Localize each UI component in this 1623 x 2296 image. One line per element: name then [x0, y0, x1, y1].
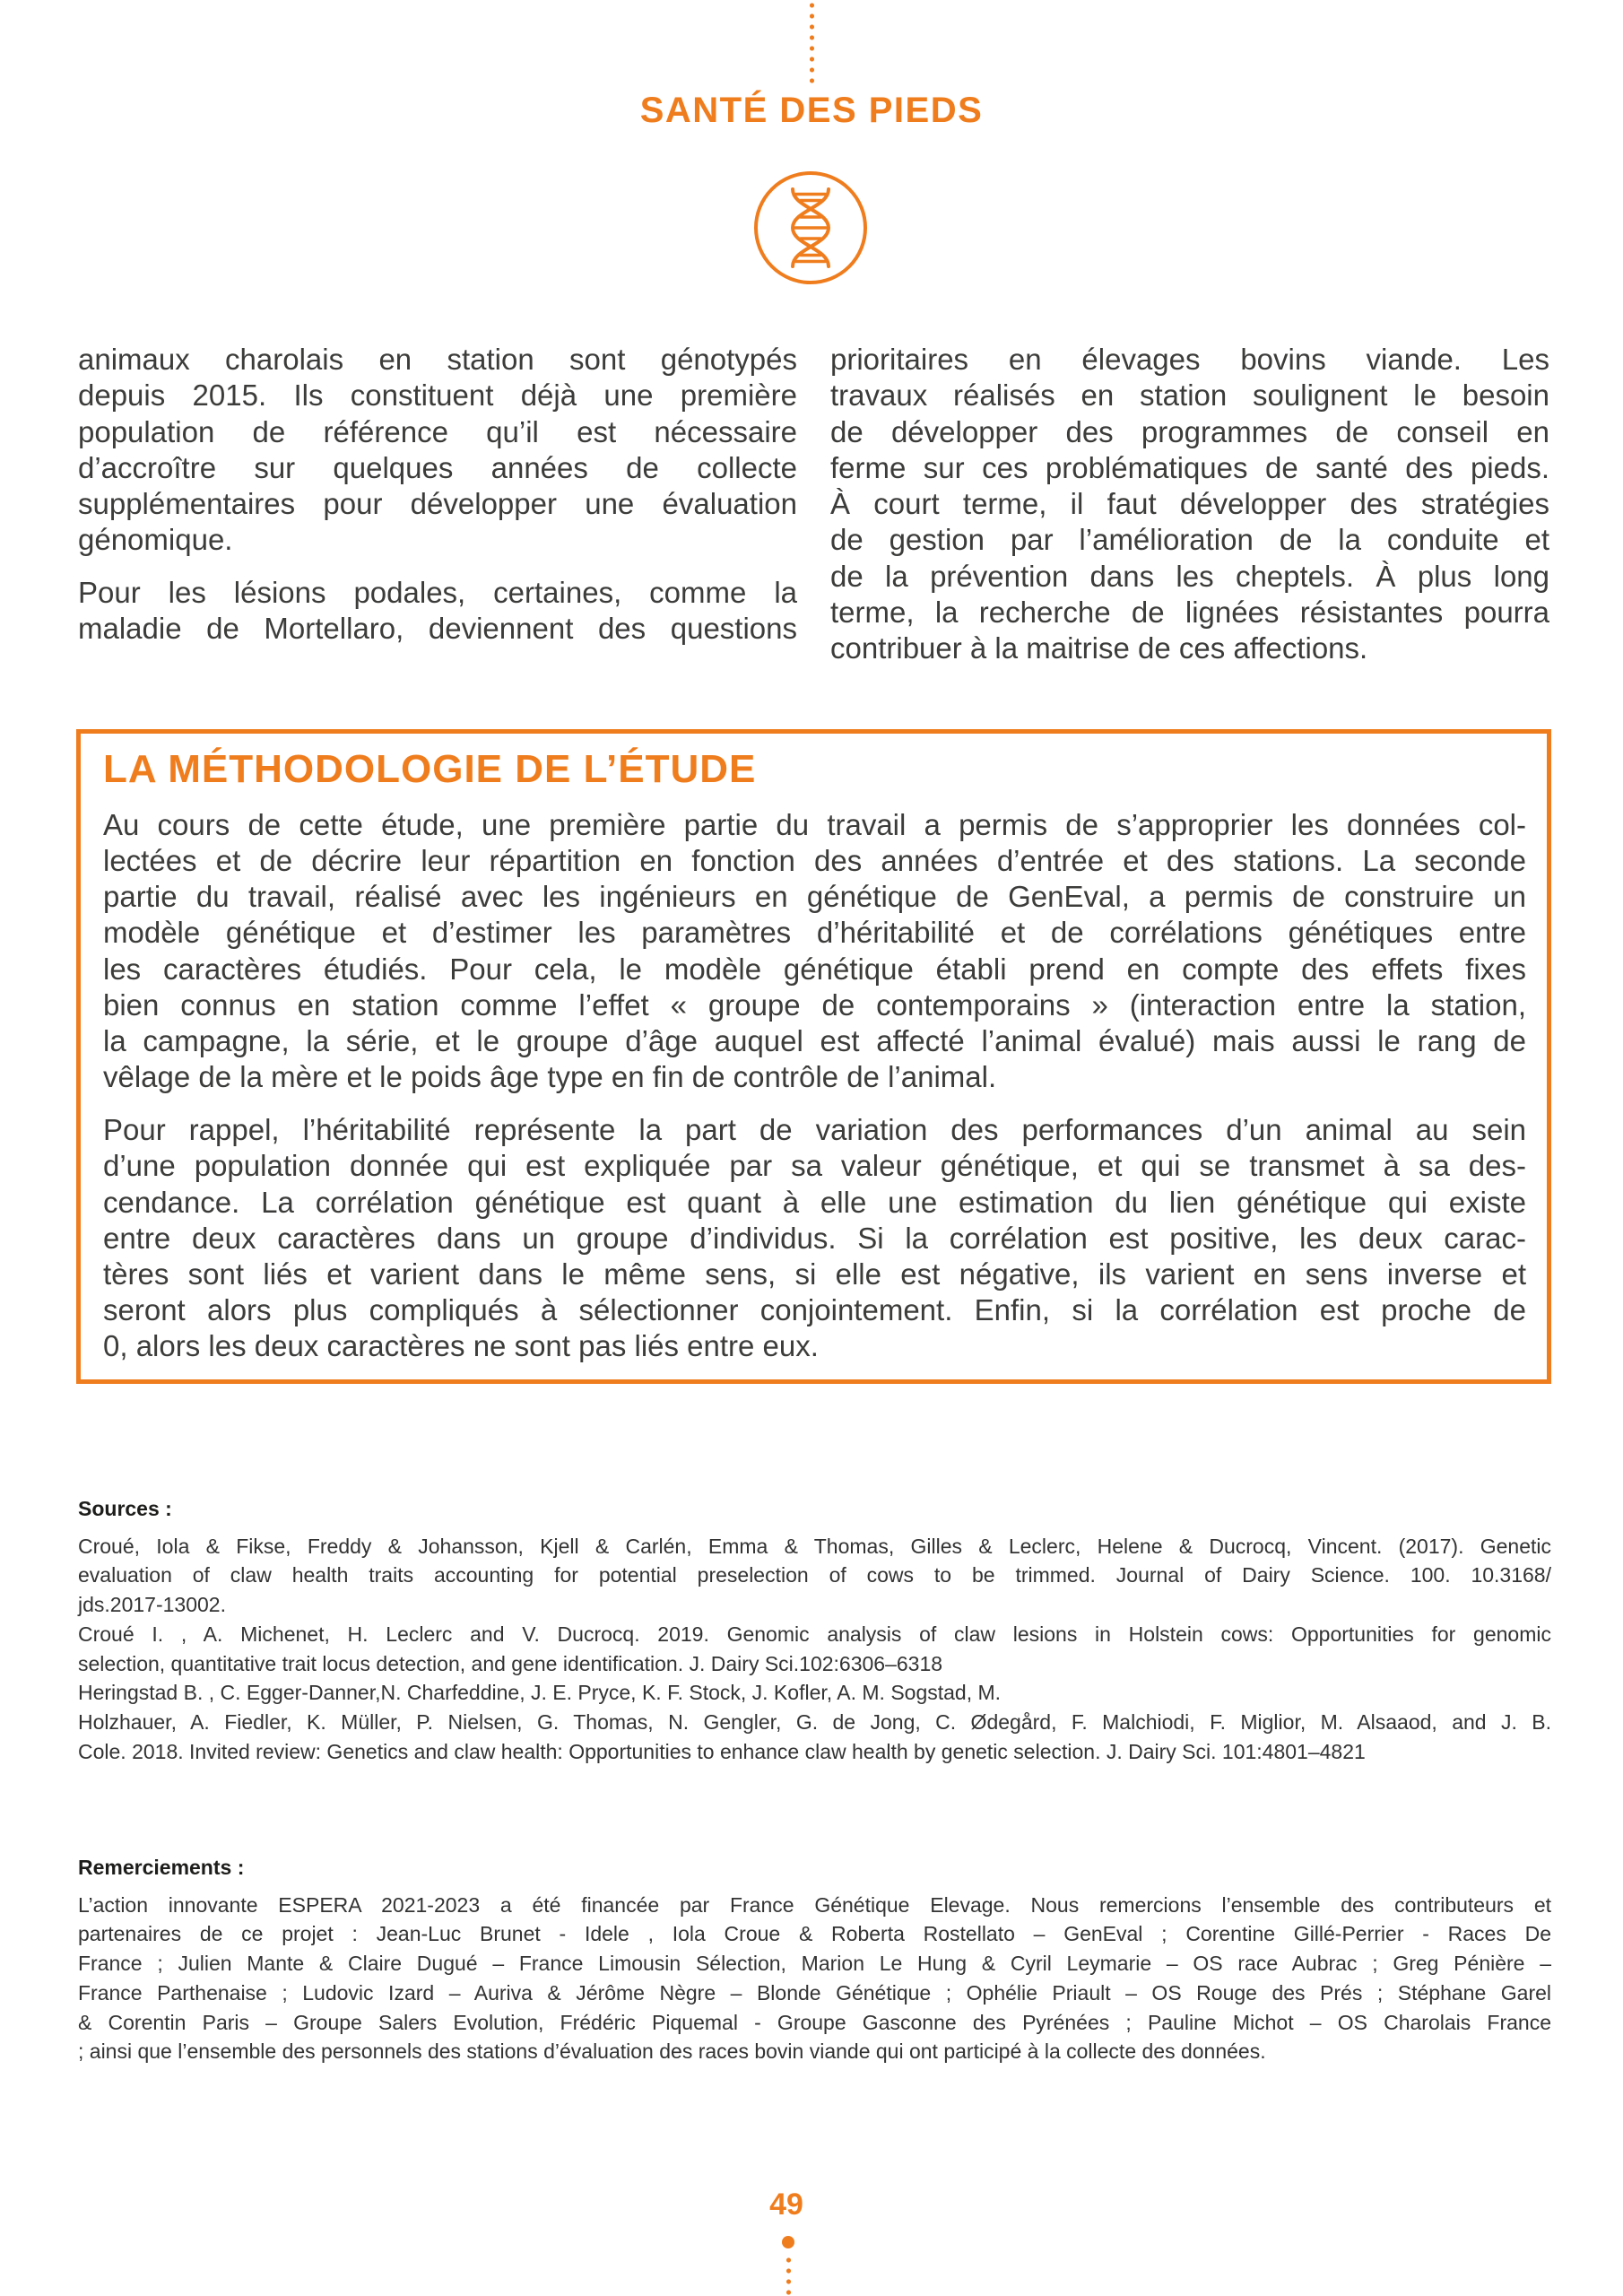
text-line: de gestion par l’amélioration de la conduite et	[830, 523, 1549, 557]
methodology-title: LA MÉTHODOLOGIE DE L’ÉTUDE	[103, 747, 757, 791]
page-number: 49	[769, 2187, 803, 2222]
paragraph	[78, 342, 797, 559]
text-line: supplémentaires pour développer une évaluation	[78, 487, 797, 521]
paragraph	[830, 342, 1549, 667]
acknowledgements-section	[78, 1853, 1551, 2066]
right-text-column	[830, 342, 1549, 667]
text-line: prioritaires en élevages bovins viande. Les	[830, 343, 1549, 376]
text-line: Au cours de cette étude, une première partie du travail a permis de s’approprier les données col-	[103, 808, 1526, 841]
sources-heading: Sources :	[78, 1497, 172, 1520]
text-line: Pour rappel, l’héritabilité représente la part de variation des performances d’un animal au sein	[103, 1113, 1526, 1147]
text-line: maladie de Mortellaro, deviennent des questions	[78, 612, 797, 646]
text-line: les caractères étudiés. Pour cela, le modèle génétique établi prend en compte des effets fixes	[103, 952, 1526, 986]
text-line: bien connus en station comme l’effet « groupe de contemporains » (interaction entre la station,	[103, 987, 1526, 1022]
text-line: la campagne, la série, et le groupe d’âge auquel est affecté l’animal évalué) mais aussi le rang de	[103, 1023, 1526, 1057]
text-line: entre deux caractères dans un groupe d’individus. Si la corrélation est positive, les deux carac-	[103, 1221, 1526, 1255]
acknowledgements-heading: Remerciements :	[78, 1856, 245, 1879]
text-line: ferme sur ces problématiques de santé des pieds.	[830, 450, 1549, 484]
text-line: lectées et de décrire leur répartition en fonction des années d’entrée et des stations. La seconde	[103, 844, 1526, 878]
methodology-box	[76, 729, 1551, 1384]
text-line: À court terme, il faut développer des stratégies	[830, 487, 1549, 521]
text-line: tères sont liés et varient dans le même sens, si elle est négative, ils varient en sens inverse et	[103, 1257, 1526, 1291]
top-dotted-line	[810, 0, 814, 86]
acknowledgement-line: ; ainsi que l’ensemble des personnels des stations d’évaluation des races bovin viande qui ont participé à la collecte des données.	[78, 2039, 1266, 2064]
sources-section	[78, 1494, 1551, 1766]
text-line: vêlage de la mère et le poids âge type en fin de contrôle de l’animal.	[103, 1060, 997, 1094]
section-title: SANTÉ DES PIEDS	[639, 91, 984, 130]
text-line: modèle génétique et d’estimer les paramètres d’héritabilité et de corrélations génétiques entre	[103, 916, 1526, 950]
reference-line: Croué I. , A. Michenet, H. Leclerc and V. Ducrocq. 2019. Genomic analysis of claw lesions in Holstein cows: Opportunities for genomic	[78, 1622, 1551, 1646]
text-line: contribuer à la maitrise de ces affections.	[830, 631, 1368, 665]
dna-icon	[752, 170, 869, 286]
paragraph	[103, 807, 1526, 1095]
acknowledgement-line: & Corentin Paris – Groupe Salers Evolution, Frédéric Piquemal - Groupe Gasconne des Pyrénées ; Pauline Michot – OS Charolais France	[78, 2010, 1551, 2034]
paragraph	[103, 1112, 1526, 1364]
reference-line: jds.2017-13002.	[78, 1593, 226, 1617]
reference-line: Holzhauer, A. Fiedler, K. Müller, P. Nielsen, G. Thomas, N. Gengler, G. de Jong, C. Ødegård, F. Malchiodi, F. Miglior, M. Alsaaod, and J. B.	[78, 1709, 1551, 1734]
paragraph	[78, 575, 797, 648]
reference-line: Cole. 2018. Invited review: Genetics and claw health: Opportunities to enhance claw health by genetic selection. J. Dairy Sci. 101:4801–4821	[78, 1739, 1366, 1763]
text-line: d’une population donnée qui est expliquée par sa valeur génétique, et qui se transmet à sa des-	[103, 1149, 1526, 1183]
reference-line: Croué, Iola & Fikse, Freddy & Johansson, Kjell & Carlén, Emma & Thomas, Gilles & Leclerc, Helene & Ducrocq, Vincent. (2017). Genetic	[78, 1534, 1551, 1558]
reference-line: Heringstad B. , C. Egger-Danner,N. Charfeddine, J. E. Pryce, K. F. Stock, J. Kofler, A. M. Sogstad, M.	[78, 1681, 1002, 1705]
left-text-column	[78, 342, 797, 647]
text-line: population de référence qu’il est nécessaire	[78, 414, 797, 448]
acknowledgement-line: partenaires de ce projet : Jean-Luc Brunet - Idele , Iola Croue & Roberta Rostellato – GenEval ; Corentine Gillé-Perrier - Races De	[78, 1922, 1551, 1946]
text-line: travaux réalisés en station soulignent le besoin	[830, 378, 1549, 413]
text-line: 0, alors les deux caractères ne sont pas liés entre eux.	[103, 1329, 819, 1363]
text-line: Pour les lésions podales, certaines, comme la	[78, 575, 797, 609]
text-line: génomique.	[78, 523, 233, 557]
methodology-body	[103, 807, 1526, 1364]
text-line: partie du travail, réalisé avec les ingénieurs en génétique de GenEval, a permis de construire un	[103, 880, 1526, 914]
acknowledgement-line: France Parthenaise ; Ludovic Izard – Auriva & Jérôme Nègre – Blonde Génétique ; Ophélie Priault – OS Rouge des Prés ; Stéphane Garel	[78, 1980, 1551, 2005]
text-line: seront alors plus compliqués à sélectionner conjointement. Enfin, si la corrélation est proche de	[103, 1293, 1526, 1327]
acknowledgement-line: France ; Julien Mante & Claire Dugué – France Limousin Sélection, Marion Le Hung & Cyril Leymarie – OS race Aubrac ; Greg Pénière –	[78, 1952, 1551, 1976]
bottom-dotted-line	[786, 2255, 791, 2296]
text-line: cendance. La corrélation génétique est quant à elle une estimation du lien génétique qui existe	[103, 1185, 1526, 1219]
text-line: d’accroître sur quelques années de collecte	[78, 450, 797, 484]
text-line: de développer des programmes de conseil en	[830, 414, 1549, 448]
bottom-dot	[782, 2236, 794, 2248]
text-line: de la prévention dans les cheptels. À plus long	[830, 559, 1549, 593]
text-line: animaux charolais en station sont génotypés	[78, 343, 797, 376]
reference-line: evaluation of claw health traits accounting for potential preselection of cows to be trimmed. Journal of Dairy Science. 100. 10.3168/	[78, 1563, 1551, 1587]
reference-line: selection, quantitative trait locus detection, and gene identification. J. Dairy Sci.102:6306–6318	[78, 1651, 943, 1675]
text-line: terme, la recherche de lignées résistantes pourra	[830, 596, 1549, 630]
acknowledgement-line: L’action innovante ESPERA 2021-2023 a été financée par France Génétique Elevage. Nous remercions l’ensemble des contributeurs et	[78, 1892, 1551, 1917]
text-line: depuis 2015. Ils constituent déjà une première	[78, 378, 797, 413]
